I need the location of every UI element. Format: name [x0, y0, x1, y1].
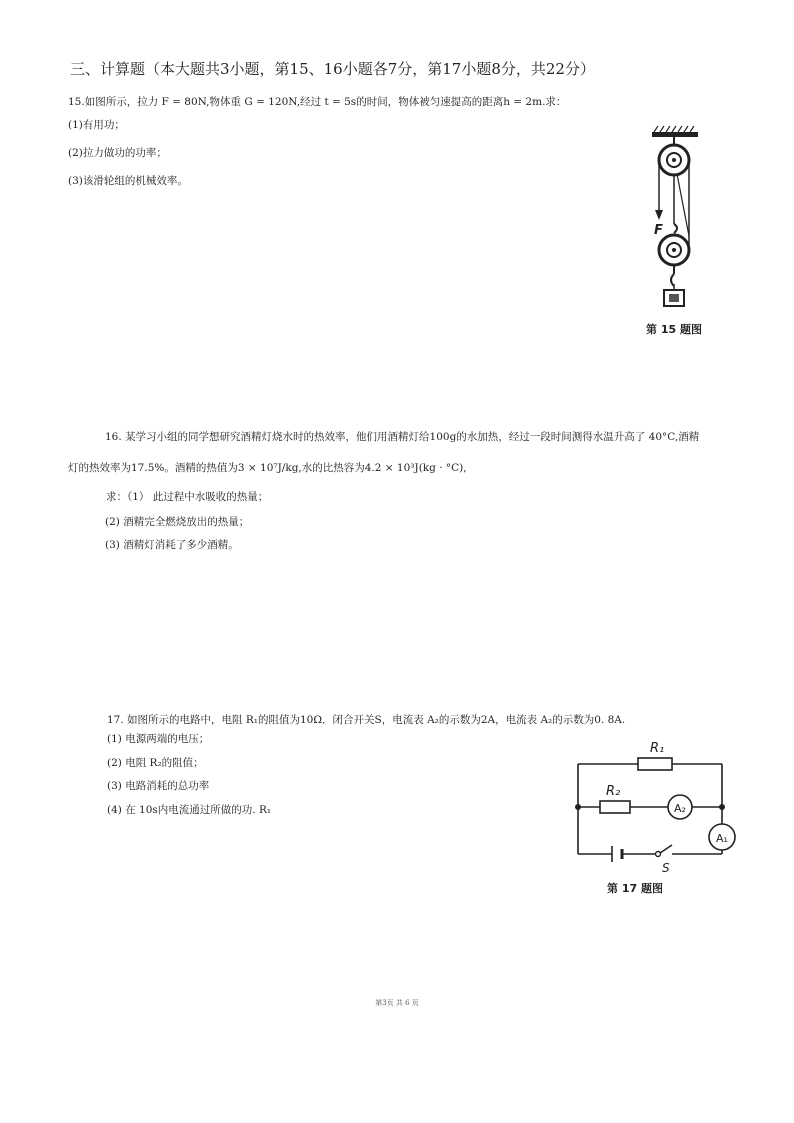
ceiling-hatch — [654, 126, 694, 132]
q17-part-4: (4) 在 10s内电流通过所做的功. R₁ — [107, 804, 272, 816]
q16-line-1: 16. 某学习小组的同学想研究酒精灯烧水时的热效率，他们用酒精灯给100g的水加热，经过一段时间测得水温升高了 40°C,酒精 — [105, 431, 700, 443]
q17-part-1: (1) 电源两端的电压； — [107, 733, 210, 745]
section-title: 三、计算题（本大题共3小题，第15、16小题各7分，第17小题8分，共22分） — [70, 60, 595, 78]
a2-label: A₂ — [674, 802, 686, 815]
switch-lever — [660, 845, 672, 853]
q15-figure-caption: 第 15 题图 — [646, 323, 702, 336]
page-footer: 第3页 共 6 页 — [375, 999, 419, 1007]
q16-part-3: (3) 酒精灯消耗了多少酒精。 — [105, 539, 239, 551]
q16-line-2: 灯的热效率为17.5%。酒精的热值为3 × 10⁷J/kg,水的比热容为4.2 × 10³J(kg · °C), — [68, 462, 467, 474]
pulley-figure — [620, 124, 730, 344]
q16-part-2: (2) 酒精完全燃烧放出的热量； — [105, 516, 250, 528]
q17-stem: 17. 如图所示的电路中，电阻 R₁的阻值为10Ω．闭合开关S，电流表 A₂的示数为2A，电流表 A₂的示数为0. 8A. — [107, 714, 626, 726]
q17-part-2: (2) 电阻 R₂的阻值； — [107, 757, 204, 769]
resistor-r2 — [600, 801, 630, 813]
a1-label: A₁ — [716, 832, 728, 845]
r1-label: R₁ — [650, 741, 665, 756]
r2-label: R₂ — [606, 784, 621, 799]
q15-part-3: (3)该滑轮组的机械效率。 — [68, 175, 188, 187]
q17-part-3: (3) 电路消耗的总功率 — [107, 780, 210, 792]
q17-figure-caption: 第 17 题图 — [607, 882, 663, 895]
force-arrow — [655, 210, 663, 220]
q15-part-1: (1)有用功； — [68, 119, 125, 131]
circuit-figure — [560, 732, 750, 902]
q16-part-1: 求：（1） 此过程中水吸收的热量； — [106, 491, 269, 503]
q15-stem: 15.如图所示，拉力 F = 80N,物体重 G = 120N,经过 t = 5s的时间，物体被匀速提高的距离h = 2m.求： — [68, 96, 567, 108]
ceiling — [652, 132, 698, 137]
resistor-r1 — [638, 758, 672, 770]
q15-part-2: (2)拉力做功的功率； — [68, 147, 167, 159]
force-label: F — [654, 223, 663, 238]
switch-label: S — [662, 861, 670, 875]
